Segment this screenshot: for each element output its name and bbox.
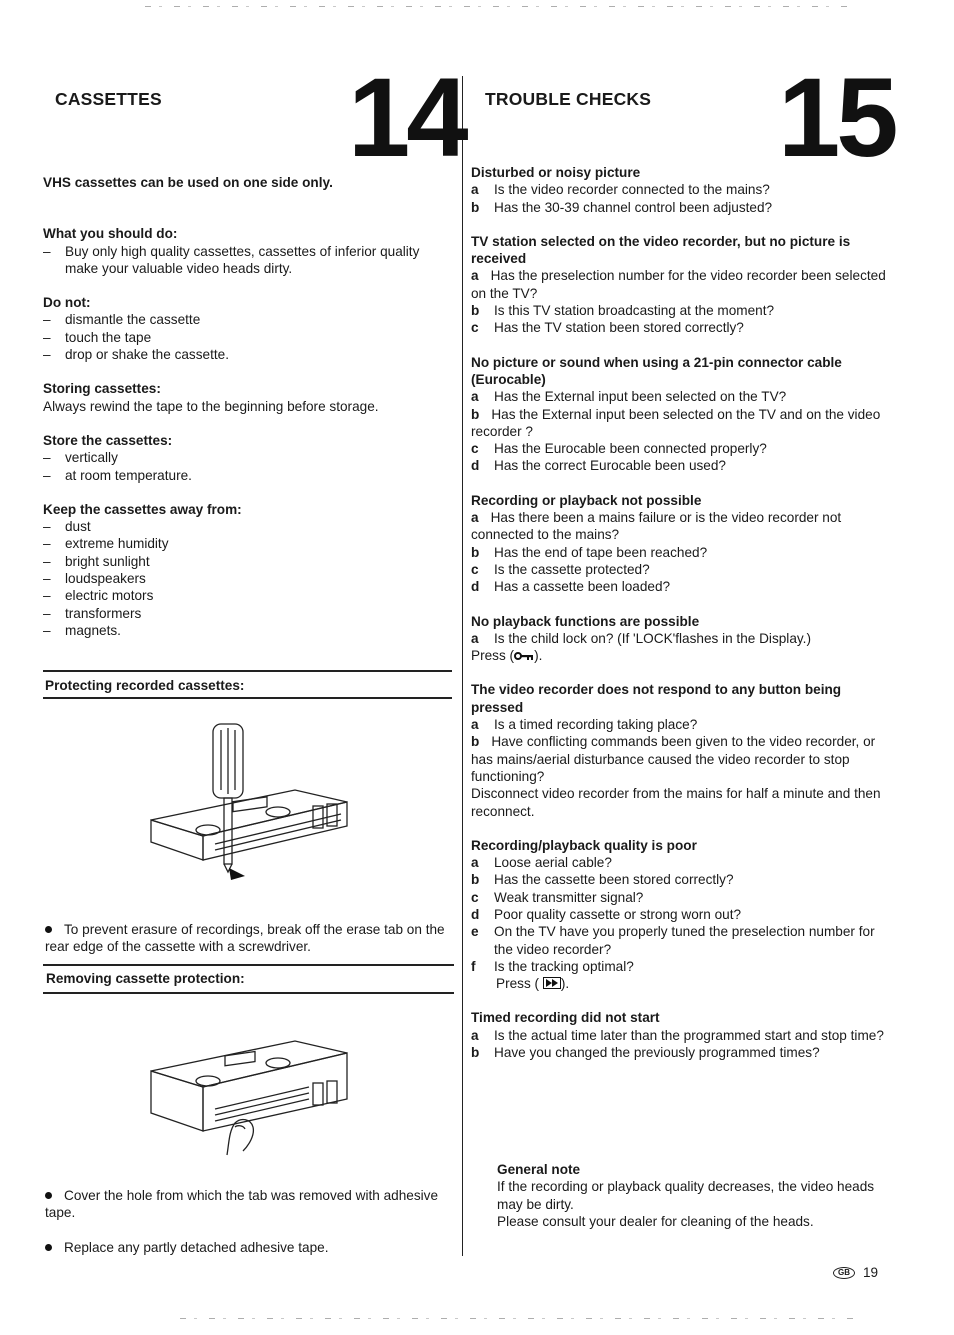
trouble-item: a Has the External input been selected on the TV?: [471, 389, 787, 405]
trouble-item: b Has the 30-39 channel control been adjusted?: [471, 199, 773, 215]
remove-note-1: Cover the hole from which the tab was removed with adhesive tape.: [45, 1188, 439, 1221]
bullet-icon: [45, 1244, 52, 1251]
cassette-screwdriver-illustration: [145, 718, 355, 890]
tracking-icon: [543, 977, 561, 989]
key-icon: [514, 651, 534, 661]
gb-badge: GB: [833, 1267, 855, 1279]
trouble-item: b Have you changed the previously programmed times?: [471, 1045, 820, 1061]
protect-note: To prevent erasure of recordings, break off the erase tab on the rear edge of the cassette with a screwdriver.: [45, 922, 445, 955]
remove-note-2: Replace any partly detached adhesive tape.: [45, 1239, 457, 1256]
trouble-item: f Is the tracking optimal?: [471, 958, 634, 974]
list-item: – at room temperature.: [43, 467, 192, 483]
section-title-trouble-checks: TROUBLE CHECKS: [485, 89, 652, 109]
trouble-item: b Has the External input been selected on the TV and on the video recorder ?: [471, 406, 881, 439]
cassette-tape-illustration: [145, 1035, 355, 1160]
trouble-item: d Poor quality cassette or strong worn out?: [471, 906, 742, 922]
list-item: – touch the tape: [43, 329, 152, 345]
list-item: – electric motors: [43, 588, 154, 604]
away-heading: Keep the cassettes away from:: [43, 501, 242, 517]
storing-heading: Storing cassettes:: [43, 381, 161, 397]
trouble-heading: Disturbed or noisy picture: [471, 165, 641, 180]
store-heading: Store the cassettes:: [43, 432, 173, 448]
trouble-item: a Is the actual time later than the programmed start and stop time?: [471, 1027, 884, 1043]
trouble-item: c Weak transmitter signal?: [471, 889, 644, 905]
list-item: – magnets.: [43, 622, 121, 638]
storing-text: Always rewind the tape to the beginning before storage.: [43, 398, 379, 414]
list-item: – bright sunlight: [43, 553, 150, 569]
list-item: – loudspeakers: [43, 571, 146, 587]
trouble-heading: The video recorder does not respond to any button being pressed: [471, 682, 842, 715]
trouble-item: c Has the Eurocable been connected properly?: [471, 441, 767, 457]
list-item: – drop or shake the cassette.: [43, 347, 229, 363]
trouble-heading: No playback functions are possible: [471, 613, 700, 629]
trouble-item: a Loose aerial cable?: [471, 855, 612, 871]
general-note-text: Please consult your dealer for cleaning of the heads.: [497, 1213, 814, 1229]
trouble-extra: Disconnect video recorder from the mains for half a minute and then reconnect.: [471, 786, 881, 819]
trouble-heading: No picture or sound when using a 21-pin connector cable (Eurocable): [471, 354, 842, 387]
general-note-heading: General note: [497, 1162, 581, 1177]
bullet-icon: [45, 1192, 52, 1199]
list-item: – transformers: [43, 605, 142, 621]
footer-page-number: 19: [863, 1265, 879, 1280]
trouble-item: b Is this TV station broadcasting at the moment?: [471, 303, 775, 319]
general-note-text: If the recording or playback quality decreases, the video heads may be dirty.: [497, 1179, 875, 1212]
trouble-item: d Has a cassette been loaded?: [471, 579, 671, 595]
trouble-item: a Has there been a mains failure or is the video recorder not connected to the mains?: [471, 510, 842, 543]
bullet-icon: [45, 926, 52, 933]
trouble-item: a Is the child lock on? (If 'LOCK'flashes in the Display.): [471, 630, 811, 646]
trouble-heading: Recording/playback quality is poor: [471, 837, 697, 853]
what-heading: What you should do:: [43, 226, 178, 242]
trouble-item: a Is a timed recording taking place?: [471, 717, 698, 733]
trouble-item: b Has the end of tape been reached?: [471, 544, 708, 560]
cassettes-intro: VHS cassettes can be used on one side only.: [43, 175, 333, 190]
list-item: – dismantle the cassette: [43, 312, 201, 328]
press-tracking-line: Press ( ).: [496, 976, 570, 992]
protect-heading: Protecting recorded cassettes:: [45, 678, 245, 693]
page-number-15: 15: [778, 55, 895, 180]
section-title-cassettes: CASSETTES: [55, 89, 162, 109]
trouble-item: b Has the cassette been stored correctly?: [471, 872, 734, 888]
trouble-item: a Has the preselection number for the video recorder been selected on the TV?: [471, 268, 886, 301]
list-item: – vertically: [43, 450, 118, 466]
trouble-item: c Is the cassette protected?: [471, 561, 650, 577]
trouble-item: d Has the correct Eurocable been used?: [471, 458, 726, 474]
page-number-14: 14: [348, 55, 465, 180]
trouble-item: b Have conflicting commands been given to the video recorder, or has mains/aerial disturbance caused the video recorder to stop functioning?: [471, 734, 876, 784]
column-divider: [462, 76, 463, 1256]
donot-heading: Do not:: [43, 295, 91, 311]
trouble-heading: TV station selected on the video recorder, but no picture is received: [471, 233, 851, 267]
page-footer: [833, 1264, 878, 1281]
list-item: – dust: [43, 519, 91, 535]
trouble-item: c Has the TV station been stored correctly?: [471, 320, 744, 336]
trouble-item: e On the TV have you properly tuned the preselection number for the video recorder?: [471, 924, 875, 957]
list-item: – extreme humidity: [43, 536, 169, 552]
trouble-heading: Recording or playback not possible: [471, 492, 702, 508]
remove-heading: Removing cassette protection:: [46, 971, 245, 986]
press-lock-line: Press ( ).: [471, 648, 543, 664]
trouble-item: a Is the video recorder connected to the mains?: [471, 182, 770, 198]
list-item: – Buy only high quality cassettes, cassettes of inferior quality make your valuable video heads dirty.: [43, 243, 420, 276]
trouble-heading: Timed recording did not start: [471, 1010, 660, 1026]
